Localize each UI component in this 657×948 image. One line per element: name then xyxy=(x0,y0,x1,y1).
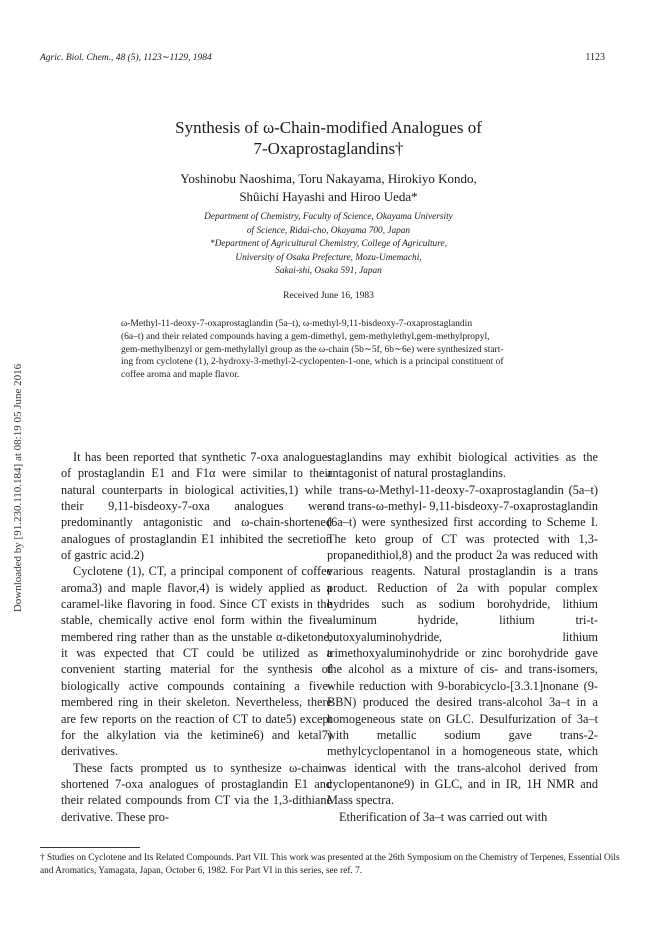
footnote: † Studies on Cyclotene and Its Related Compounds. Part VII. This work was presented at the 26th Symposium on the Chemistry of Terpenes, Essential Oils and Aromatics, Yamagata, Japan, October 6, 1982. For Part VI in this series, see ref. 7. xyxy=(40,853,620,876)
footnote-divider xyxy=(40,847,140,848)
authors-line-2: Shûichi Hayashi and Hiroo Ueda* xyxy=(239,189,418,204)
affiliation-line: Department of Chemistry, Faculty of Science, Okayama University xyxy=(204,212,453,222)
page-number: 1123 xyxy=(585,52,605,63)
abstract-line: coffee aroma and maple flavor. xyxy=(121,370,240,381)
body-paragraph: staglandins may exhibit biological activities as the antagonist of natural prostaglandins. xyxy=(327,450,598,481)
abstract-line: (6a–t) and their related compounds having a gem-dimethyl, gem-methylethyl,gem-methylpropyl, xyxy=(121,331,490,342)
affiliation-line: Sakai-shi, Osaka 591, Japan xyxy=(275,266,382,276)
author-list xyxy=(0,170,657,206)
body-column-right xyxy=(327,449,598,825)
abstract-line: ω-Methyl-11-deoxy-7-oxaprostaglandin (5a–t), ω-methyl-9,11-bisdeoxy-7-oxaprostaglandin xyxy=(121,319,473,329)
abstract-line: ing from cyclotene (1), 2-hydroxy-3-methyl-2-cyclopenten-1-one, which is a principal constituent of xyxy=(121,357,504,368)
affiliations xyxy=(0,211,657,279)
title-line-1: Synthesis of ω-Chain-modified Analogues of xyxy=(175,118,482,137)
body-paragraph: trans-ω-Methyl-11-deoxy-7-oxaprostaglandin (5a–t) and trans-ω-methyl- 9,11-bisdeoxy-7-oxaprostaglandin (6a–t) were synthesized first according to Scheme I. The keto group of CT was protected with 1,3-propanedithiol,8) and the product 2a was reduced with various reagents. Natural prostaglandin is a trans product. Reduction of 2a with popular complex hydrides such as sodium borohydride, lithium aluminum hydride, lithium tri-t-butoxyaluminohydride, lithium trimethoxyaluminohydride or zinc borohydride gave the alcohol as a mixture of cis- and trans-isomers, while reduction with 9-borabicyclo-[3.3.1]nonane (9-BBN) produced the desired trans-alcohol 3a–t in a homogeneous state on GLC. Desulfurization of 3a–t with metallic sodium gave trans-2-methylcyclopentanol in a homogeneous state, which was identical with the trans-alcohol derived from cyclopentanone9) in GLC, and in IR, 1H NMR and Mass spectra. xyxy=(327,482,598,808)
body-paragraph: It has been reported that synthetic 7-oxa analogues of prostaglandin E1 and F1α were similar to their natural counterparts in biological activities,1) while their 9,11-bisdeoxy-7-oxa analogues were predominantly antagonistic and ω-chain-shortened analogues of prostaglandin E1 inhibited the secretion of gastric acid.2) xyxy=(61,450,332,563)
abstract-line: gem-methylbenzyl or gem-methylallyl group as the ω-chain (5b∼5f, 6b∼6e) were synthesized start- xyxy=(121,344,504,355)
abstract xyxy=(121,318,544,382)
authors-line-1: Yoshinobu Naoshima, Toru Nakayama, Hirokiyo Kondo, xyxy=(180,171,477,186)
body-paragraph: Cyclotene (1), CT, a principal component of coffee aroma3) and maple flavor,4) is widely applied as a caramel-like flavoring in food. Since CT exists in the stable, chemically active enol form within the five-membered ring rather than as the unstable α-diketone, it was expected that CT could be utilized as a convenient starting material for the synthesis of biologically active compounds containing a five-membered ring in their skeleton. Nevertheless, there are few reports on the reaction of CT to date5) except for the alkylation via the ketimine6) and ketal7) derivatives. xyxy=(61,564,332,759)
download-note: Downloaded by [91.230.110.184] at 08:19 05 June 2016 xyxy=(12,363,24,613)
title-line-2: 7-Oxaprostaglandins† xyxy=(253,139,404,158)
affiliation-line: *Department of Agricultural Chemistry, College of Agriculture, xyxy=(210,239,447,249)
body-paragraph: These facts prompted us to synthesize ω-chain-shortened 7-oxa analogues of prostaglandin E1 and their related compounds from CT via the 1,3-dithiane derivative. These pro- xyxy=(61,760,332,824)
journal-citation: Agric. Biol. Chem., 48 (5), 1123∼1129, 1984 xyxy=(40,53,212,63)
article-title xyxy=(0,117,657,159)
body-paragraph: Etherification of 3a–t was carried out with xyxy=(339,809,548,824)
affiliation-line: University of Osaka Prefecture, Mozu-Umemachi, xyxy=(235,252,422,263)
affiliation-line: of Science, Ridai-cho, Okayama 700, Japan xyxy=(246,225,411,236)
received-date: Received June 16, 1983 xyxy=(283,291,374,301)
body-column-left xyxy=(61,449,332,825)
